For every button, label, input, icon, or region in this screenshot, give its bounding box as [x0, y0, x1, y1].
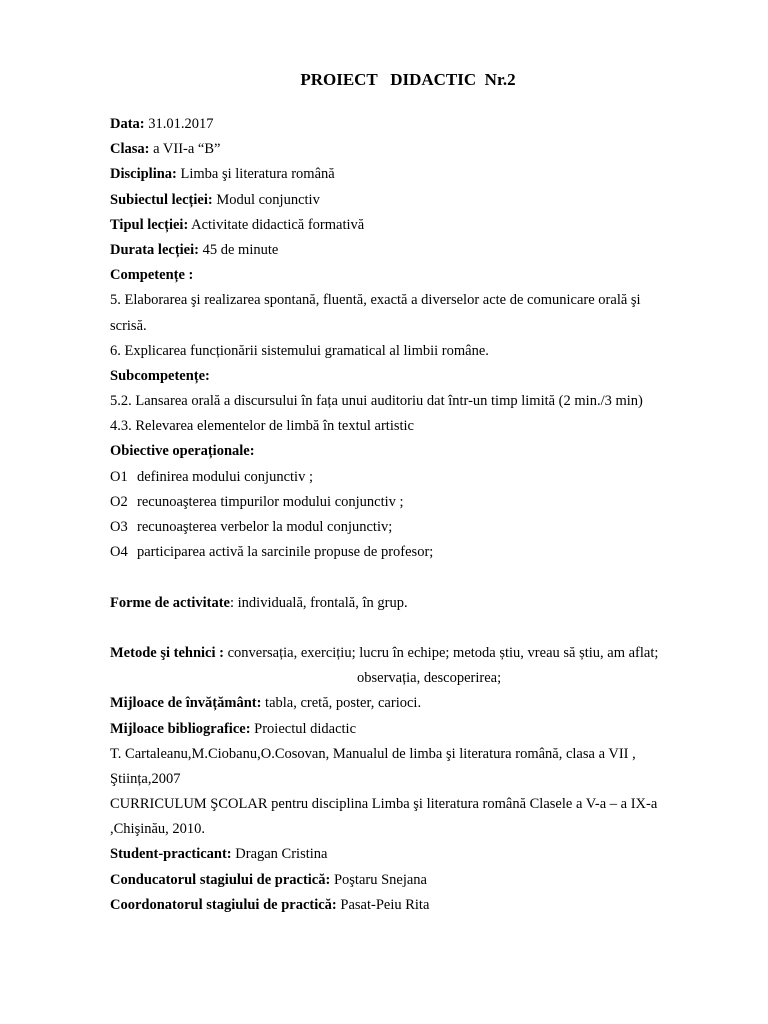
bibliography-item: Ştiința,2007	[110, 770, 181, 787]
duration-value: 45 de minute	[198, 241, 279, 258]
teaching-means-line	[110, 691, 690, 716]
methods-label: Metode şi tehnici :	[110, 644, 224, 661]
lesson-type-line	[110, 213, 690, 238]
competence-item: 6. Explicarea funcționării sistemului gramatical al limbii române.	[110, 342, 489, 359]
lesson-type-value: Activitate didactică formativă	[188, 216, 365, 233]
coordinator-label: Coordonatorul stagiului de practică:	[110, 896, 337, 913]
coordinator-value: Pasat-Peiu Rita	[336, 896, 430, 913]
date-value: 31.01.2017	[144, 116, 214, 132]
subcompetences-heading: Subcompetențe:	[110, 367, 210, 384]
teaching-means-label: Mijloace de învățământ:	[110, 695, 262, 712]
activity-forms-line	[110, 591, 690, 616]
competence-item: 5. Elaborarea şi realizarea spontană, fluentă, exactă a diverselor acte de comunicare orală şi	[110, 292, 641, 309]
lesson-type-label: Tipul lecției:	[110, 216, 189, 233]
activity-forms-value: : individuală, frontală, în grup.	[229, 594, 408, 611]
supervisor-line	[110, 868, 690, 893]
document-body	[110, 112, 690, 918]
subject-label: Subiectul lecției:	[110, 191, 213, 208]
objectives-heading: Obiective operaționale:	[110, 443, 255, 460]
duration-line	[110, 238, 690, 263]
spacer	[110, 565, 690, 590]
objective-text: recunoaşterea verbelor la modul conjunctiv;	[137, 519, 393, 535]
date-line	[110, 112, 690, 137]
discipline-line	[110, 162, 690, 187]
bibliography-line	[110, 717, 690, 742]
teaching-means-value: tabla, cretă, poster, carioci.	[261, 695, 422, 712]
objective-text: participarea activă la sarcinile propuse de profesor;	[137, 544, 434, 561]
objective-code: O1	[110, 468, 128, 485]
objective-text: recunoaşterea timpurilor modului conjunctiv ;	[137, 493, 404, 510]
methods-continuation: observația, descoperirea;	[357, 670, 502, 687]
methods-value: conversația, exercițiu; lucru în echipe; metoda știu, vreau să știu, am aflat;	[223, 644, 659, 661]
objective-item	[110, 515, 690, 540]
bibliography-value: Proiectul didactic	[250, 720, 357, 737]
bibliography-item: T. Cartaleanu,M.Ciobanu,O.Cosovan, Manualul de limba şi literatura română, clasa a VII ,	[110, 745, 636, 762]
student-line	[110, 842, 690, 867]
discipline-value: Limba şi literatura română	[176, 166, 335, 183]
objective-text: definirea modului conjunctiv ;	[137, 468, 313, 485]
class-value: a VII-a “B”	[149, 141, 221, 158]
bibliography-item: ,Chişinău, 2010.	[110, 821, 206, 838]
competence-item: scrisă.	[110, 317, 147, 334]
bibliography-label: Mijloace bibliografice:	[110, 720, 251, 737]
student-label: Student-practicant:	[110, 846, 232, 863]
duration-label: Durata lecției:	[110, 241, 199, 258]
subject-value: Modul conjunctiv	[212, 191, 320, 208]
discipline-label: Disciplina:	[110, 166, 177, 183]
subcompetence-item: 5.2. Lansarea orală a discursului în fața unui auditoriu dat într-un timp limită (2 min./3 min)	[110, 393, 643, 410]
class-line	[110, 137, 690, 162]
supervisor-value: Poştaru Snejana	[330, 871, 427, 888]
objective-code: O4	[110, 544, 128, 561]
subject-line	[110, 188, 690, 213]
supervisor-label: Conducatorul stagiului de practică:	[110, 871, 331, 888]
methods-line	[110, 641, 690, 666]
date-label: Data:	[110, 116, 145, 132]
objective-item	[110, 465, 690, 490]
objective-item	[110, 540, 690, 565]
student-value: Dragan Cristina	[231, 846, 328, 863]
spacer	[110, 616, 690, 641]
objective-code: O2	[110, 493, 128, 510]
objective-item	[110, 490, 690, 515]
objective-code: O3	[110, 519, 128, 535]
activity-forms-label: Forme de activitate	[110, 594, 230, 611]
document-title: PROIECT DIDACTIC Nr.2	[300, 70, 516, 89]
coordinator-line	[110, 893, 690, 918]
class-label: Clasa:	[110, 141, 150, 158]
bibliography-item: CURRICULUM ŞCOLAR pentru disciplina Limba şi literatura română Clasele a V-a – a IX-a	[110, 796, 658, 813]
competences-heading: Competențe :	[110, 267, 194, 284]
subcompetence-item: 4.3. Relevarea elementelor de limbă în textul artistic	[110, 418, 414, 435]
